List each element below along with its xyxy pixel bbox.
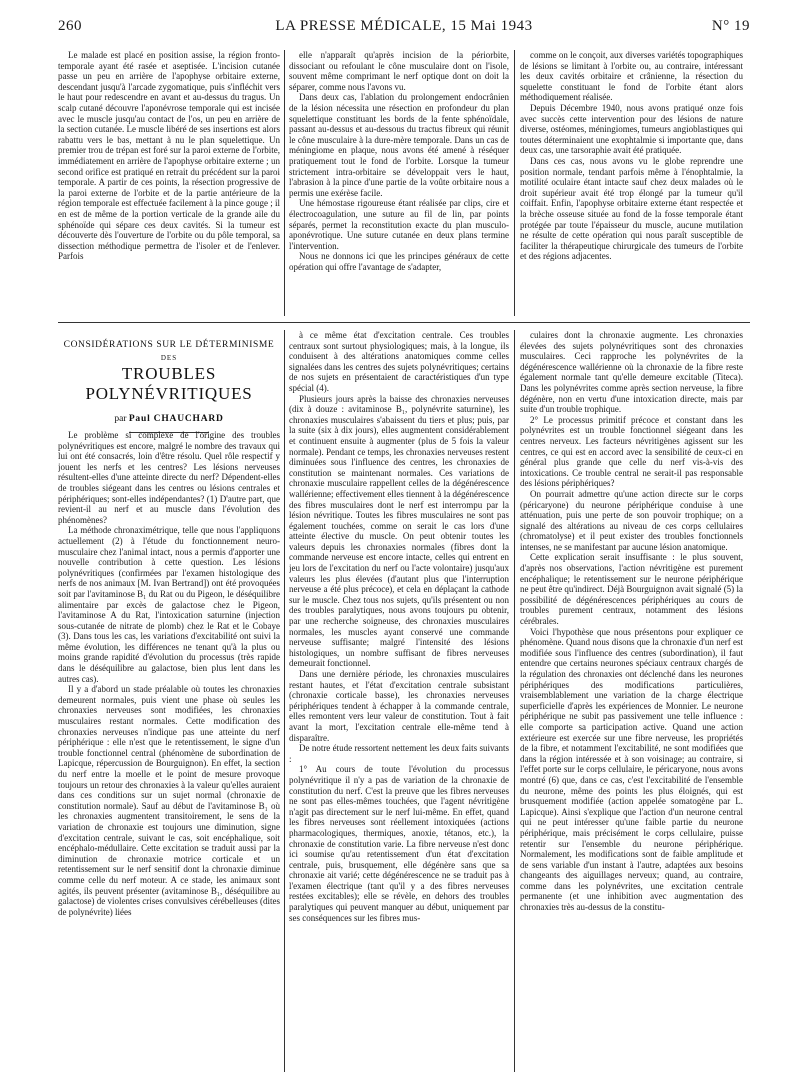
article-connector: DES: [160, 354, 178, 362]
paragraph: Depuis Décembre 1940, nous avons pratiqué onze fois avec succès cette intervention pour des lésions de nature diverse, ostéomes, méningiomes, tumeurs angioblastiques qui toutes déterminaient une exophtalmie si importante que, dans deux cas, une tarsoraphie avait été pratiquée.: [520, 102, 743, 156]
paragraph: elle n'apparaît qu'après incision de la périorbite, dissociant ou refoulant le cône musculaire dont on l'isole, souvent même comprimant le nerf optique dont on doit la séparer, comme nous l'avons vu.: [289, 50, 509, 92]
paragraph: Dans ces cas, nous avons vu le globe reprendre une position normale, tendant parfois même à l'énophtalmie, la motilité oculaire étant intacte sauf chez deux malades où le droit supérieur avait été trop élongé par la tumeur qu'il coiffait. Enfin, l'apophyse orbitaire externe étant respectée et la brèche osseuse située au fond de la fosse temporale étant protégée par toute l'épaisseur du muscle, aucune mutilation ne résulte de cette opération qui nous paraît susceptible de faciliter la thérapeutique chirurgicale des tumeurs de l'orbite et des régions adjacentes.: [520, 155, 743, 262]
paragraph: Nous ne donnons ici que les principes généraux de cette opération qui offre l'avantage de s'adapter,: [289, 251, 509, 272]
column-divider: [514, 330, 515, 1072]
paragraph: 2° Le processus primitif précoce et constant dans les polynévrites est un trouble fonctionnel siégeant dans les centres nerveux. Les facteurs névritigènes agissent sur les centres, ce qui est en accord avec la sensibilité de ceux-ci en général plus grande que celle du nerf vis-à-vis des intoxications. Ce trouble central ne serait-il pas responsable des lésions périphériques?: [520, 414, 743, 489]
top-column-1: [58, 50, 280, 316]
article-byline: [58, 414, 280, 424]
paragraph: Dans deux cas, l'ablation du prolongement endocrânien de la lésion nécessita une résection en profondeur du plan squelettique constituant les bords de la fente sphénoïdale, passant au-dessus et au-dessous du tractus fibreux qui réunit le cône musculaire à la dure-mère temporale. Dans un cas de méningiome en plaque, nous avons été amené à réséquer pratiquement tout le fond de l'orbite. Lorsque la tumeur strictement intra-orbitaire se développait vers le haut, l'abrasion à la pince d'une partie de la voûte orbitaire nous a permis une exérèse facile.: [289, 92, 509, 198]
paragraph: La méthode chronaximétrique, telle que nous l'appliquons actuellement (2) à l'étude du fonctionnement neuro-musculaire chez l'animal intact, nous a permis d'apporter une nouvelle contribution à cette question. Les lésions polynévritiques (confirmées par l'examen histologique des nerfs de nos animaux [M. Ivan Bertrand]) ont été provoquées soit par l'avitaminose B₁ du Rat ou du Pigeon, le déséquilibre alimentaire par excès de galactose chez le Pigeon, l'avitaminose A du Rat, l'intoxication saturnine (injection sous-cutanée de nitrate de plomb) chez le Rat et le Cobaye (3). Dans tous les cas, les variations d'excitabilité ont suivi la même évolution, les différences ne tenant qu'à la plus ou moins grande rapidité d'évolution du processus (très rapide dans le déséquilibre au galactose, bien plus lent dans les autres cas).: [58, 525, 280, 684]
issue-number: N° 19: [711, 18, 750, 34]
paragraph: De notre étude ressortent nettement les deux faits suivants :: [289, 743, 509, 764]
paragraph: Plusieurs jours après la baisse des chronaxies nerveuses (dix à douze : avitaminose B₁, polynévrite saturnine), les chronaxies musculaires s'abaissent du tiers et plus; puis, par la suite (six à dix jours), elles augmentent considérablement et continuent ensuite à augmenter (plus de 5 fois la valeur normale). Pendant ce temps, les chronaxies nerveuses restent diminuées sous l'influence des centres, les chronaxies de constitution se maintenant normales. Ces variations de chronaxie musculaire rappellent celles de la dégénérescence wallérienne; effectivement elles tiennent à la dégénérescence des fibres musculaires dont le nerf est interrompu par la lésion névritique. Toutes les fibres musculaires ne sont pas également touchées, comme on serait le cas lors d'une atteinte élective du muscle. On peut obtenir toutes les valeurs depuis les chronaxies normales (fibres dont la commande nerveuse est encore intacte, celles qui entrent en jeu lors de l'excitation du nerf ou l'acte volontaire) jusqu'aux valeurs les plus élevées (d'autant plus que l'interruption nerveuse a été plus précoce), et cela en déplaçant la cathode sur le muscle. Chez tous nos sujets, qu'ils présentent ou non des troubles paralytiques, nous avons toujours pu obtenir, par une recherche soigneuse, des chronaxies musculaires normales, les muscles ayant conservé une commande nerveuse suffisante; malgré l'intensité des lésions histologiques, un nombre suffisant de fibres nerveuses demeurait fonctionnel.: [289, 393, 509, 669]
column-divider: [514, 50, 515, 316]
column-divider: [284, 50, 285, 316]
paragraph: 1° Au cours de toute l'évolution du processus polynévritique il n'y a pas de variation de la chronaxie de constitution du nerf. C'est la preuve que les fibres nerveuses ne sont pas elles-mêmes touchées, que l'agent névritigène n'agit pas directement sur le nerf lui-même. En effet, quand les fibres nerveuses sont réellement intoxiquées (actions pharmacologiques, thermiques, anoxie, tétanos, etc.), la chronaxie de constitution varie. La fibre nerveuse n'est donc ici soumise qu'au retentissement d'un état d'excitation centrale, puis, brusquement, elle dégénère sans que sa chronaxie ait varié; cette dégénérescence ne se traduit pas à l'examen électrique (tant qu'il y a des fibres nerveuses restées excitables); elle se révèle, en dehors des troubles paralytiques qui peuvent manquer au début, uniquement par ses conséquences sur les fibres mus-: [289, 764, 509, 923]
page-number: 260: [58, 18, 82, 34]
article-column-3: [520, 330, 743, 1072]
paragraph: Il y a d'abord un stade préalable où toutes les chronaxies demeurent normales, puis vient une phase où seules les chronaxies nerveuses sont modifiées, les chronaxies musculaires restant normales. Cette modification des chronaxies nerveuses n'indique pas une atteinte du nerf périphérique : elle n'est que le retentissement, le signe d'un trouble fonctionnel central (phénomène de subordination de Lapicque, répercussion de Bourguignon). En effet, la section du nerf entre la moelle et le point de mesure provoque toujours un retour des chronaxies à la valeur qu'elles auraient dans ces conditions sur un sujet normal (chronaxie de constitution normale). Sauf au début de l'avitaminose B₁ où les chronaxies augmentent transitoirement, le sens de la variation de chronaxie est toujours une diminution, signe d'excitation centrale, suivant le cas, soit encéphalique, soit encéphalo-médullaire. Cette excitation se traduit aussi par la diminution de chronaxie motrice corticale et un retentissement sur le nerf sensitif dont la chronaxie diminue comme celle du nerf moteur. A ce stade, les animaux sont agités, ils peuvent présenter (avitaminose B₁, déséquilibre au galactose) de violentes crises convulsives cérébelleuses (dites de polynévrite) liées: [58, 684, 280, 917]
paragraph: On pourrait admettre qu'une action directe sur le corps (péricaryone) du neurone périphérique conduise à une atténuation, puis une perte de son pouvoir trophique; on a signalé des altérations au niveau de ces corps cellulaires (chromatolyse) et il peut exister des troubles fonctionnels intenses, ne se manifestant par aucune lésion anatomique.: [520, 488, 743, 552]
byline-by: par: [114, 414, 127, 424]
journal-title: LA PRESSE MÉDICALE, 15 Mai 1943: [275, 18, 533, 34]
column-divider: [284, 330, 285, 1072]
article-author: Paul CHAUCHARD: [128, 414, 224, 424]
top-column-2: [289, 50, 509, 316]
top-column-3: [520, 50, 743, 316]
paragraph: Cette explication serait insuffisante : le plus souvent, d'après nos observations, l'action névritigène est purement encéphalique; le retentissement sur le neurone périphérique ne peut être qu'indirect. Déjà Bourguignon avait signalé (5) la possibilité de dégénérescences périphériques au cours de troubles purement centraux, notamment des lésions cérébrales.: [520, 552, 743, 627]
page-header: [58, 16, 750, 38]
article-kicker: CONSIDÉRATIONS SUR LE DÉTERMINISME: [63, 340, 275, 350]
section-divider: [58, 322, 750, 323]
article-column-1: [58, 430, 280, 1072]
paragraph: Le malade est placé en position assise, la région fronto-temporale ayant été rasée et aseptisée. L'incision cutanée passe un peu en arrière de l'apophyse orbitaire externe, descendant jusqu'à l'arcade zygomatique, puis s'infléchit vers le haut pour redescendre en avant et au-dessus du tragus. Un scalp cutané découvre l'aponévrose temporale qui est incisée avec le muscle jusqu'au contact de l'os, un peu en arrière de la section cutanée. Le muscle libéré de ses insertions est alors rabattu vers le bas, mettant à nu le plan squelettique. Un premier trou de trépan est foré sur la paroi externe de l'orbite, immédiatement en arrière de l'apophyse orbitaire externe ; un second orifice est pratiqué en retrait du précédent sur la paroi temporale. A partir de ces points, la résection progressive de la paroi externe de l'orbite et de la partie antérieure de la région temporale est effectuée facilement à la pince gouge ; il en est de même de la portion verticale de la grande aile du sphénoïde qui sépare ces deux cavités. Si la tumeur est découverte dès l'ouverture de l'orbite ou du pôle temporal, sa dissection méthodique permettra de l'isoler et de l'enlever. Parfois: [58, 50, 280, 262]
article-title: TROUBLES POLYNÉVRITIQUES: [85, 364, 253, 403]
paragraph: comme on le conçoit, aux diverses variétés topographiques de lésions se limitant à l'orbite ou, au contraire, intéressant les deux cavités orbitaire et crânienne, la résection du squelette constituant le fond de l'orbite étant alors méthodiquement réalisée.: [520, 50, 743, 103]
article-heading: [58, 340, 280, 433]
paragraph: Une hémostase rigoureuse étant réalisée par clips, cire et électrocoagulation, une suture au fil de lin, par points séparés, permet la reconstitution exacte du plan musculo-aponévrotique. Une suture cutanée en deux plans termine l'intervention.: [289, 198, 509, 251]
article-column-2: [289, 330, 509, 1072]
paragraph: Dans une dernière période, les chronaxies musculaires restant hautes, et l'état d'excitation centrale subsistant (chronaxie corticale basse), les chronaxies nerveuses périphériques tendent à échapper à la commande centrale, elles remontent vers leur valeur de constitution. Tout à fait avant la mort, l'excitation centrale elle-même tend à disparaître.: [289, 669, 509, 743]
paragraph: culaires dont la chronaxie augmente. Les chronaxies élevées des sujets polynévritiques sont des chronaxies musculaires. Ceci rapproche les polynévrites de la dégénérescence wallérienne où la chronaxie de la fibre reste également normale tant qu'elle demeure excitable (Titeca). Dans les polynévrites comme après section nerveuse, la fibre dégénère, non en vertu d'une intoxication directe, mais par suite d'un trouble trophique.: [520, 330, 743, 415]
paragraph: Le problème si complexe de l'origine des troubles polynévritiques est encore, malgré le nombre des travaux qui lui ont été consacrés, loin d'être résolu. Quel rôle respectif y jouent les nerfs et les centres? Les lésions nerveuses résultent-elles d'une atteinte directe du nerf? Dépendent-elles de troubles siégeant dans les centres ou lésions centrales et périphériques; sont-elles indépendantes? (1) D'autre part, que revient-il au nerf et au muscle dans l'évolution des phénomènes?: [58, 430, 280, 525]
paragraph: Voici l'hypothèse que nous présentons pour expliquer ce phénomène. Quand nous disons que la chronaxie d'un nerf est modifiée sous l'influence des centres (subordination), il faut entendre que certains neurones spéciaux centraux chargés de la régulation des chronaxies ont déclenché dans les neurones périphériques des modifications particulières, vraisemblablement une variation de la charge électrique superficielle d'après les expériences de Monnier. Le neurone périphérique ne subit pas passivement une telle influence : elle comporte sa participation active. Quand une action extérieure est exercée sur une fibre nerveuse, les propriétés de la fibre, et notamment l'excitabilité, ne sont modifiées que dans la région intéressée et à son voisinage; au contraire, si l'effet porte sur le corps cellulaire, le péricaryone, nous avons montré (6) que, dans ce cas, c'est l'excitabilité de l'ensemble du neurone, même des points les plus éloignés, qui est brusquement modifiée (action appelée somatogène par L. Lapicque). Ainsi s'explique que l'action d'un neurone central qui ne peut intéresser qu'une faible partie du neurone périphérique, mais précisément le corps cellulaire, puisse retentir sur l'ensemble du neurone périphérique. Normalement, les modifications sont de faible amplitude et de sens variable d'un instant à l'autre, adaptées aux besoins changeants des aiguillages nerveux; quand, au contraire, comme dans les polynévrites, une excitation centrale permanente (et une inhibition avec augmentation des chronaxies très au-dessus de la constitu-: [520, 626, 743, 913]
paragraph: à ce même état d'excitation centrale. Ces troubles centraux sont surtout physiologiques; mais, à la longue, ils conduisent à des altérations anatomiques comme celles signalées dans les centres des sujets polynévritiques; certains de nos sujets en présentaient de caractéristiques d'un type spécial (4).: [289, 330, 509, 393]
